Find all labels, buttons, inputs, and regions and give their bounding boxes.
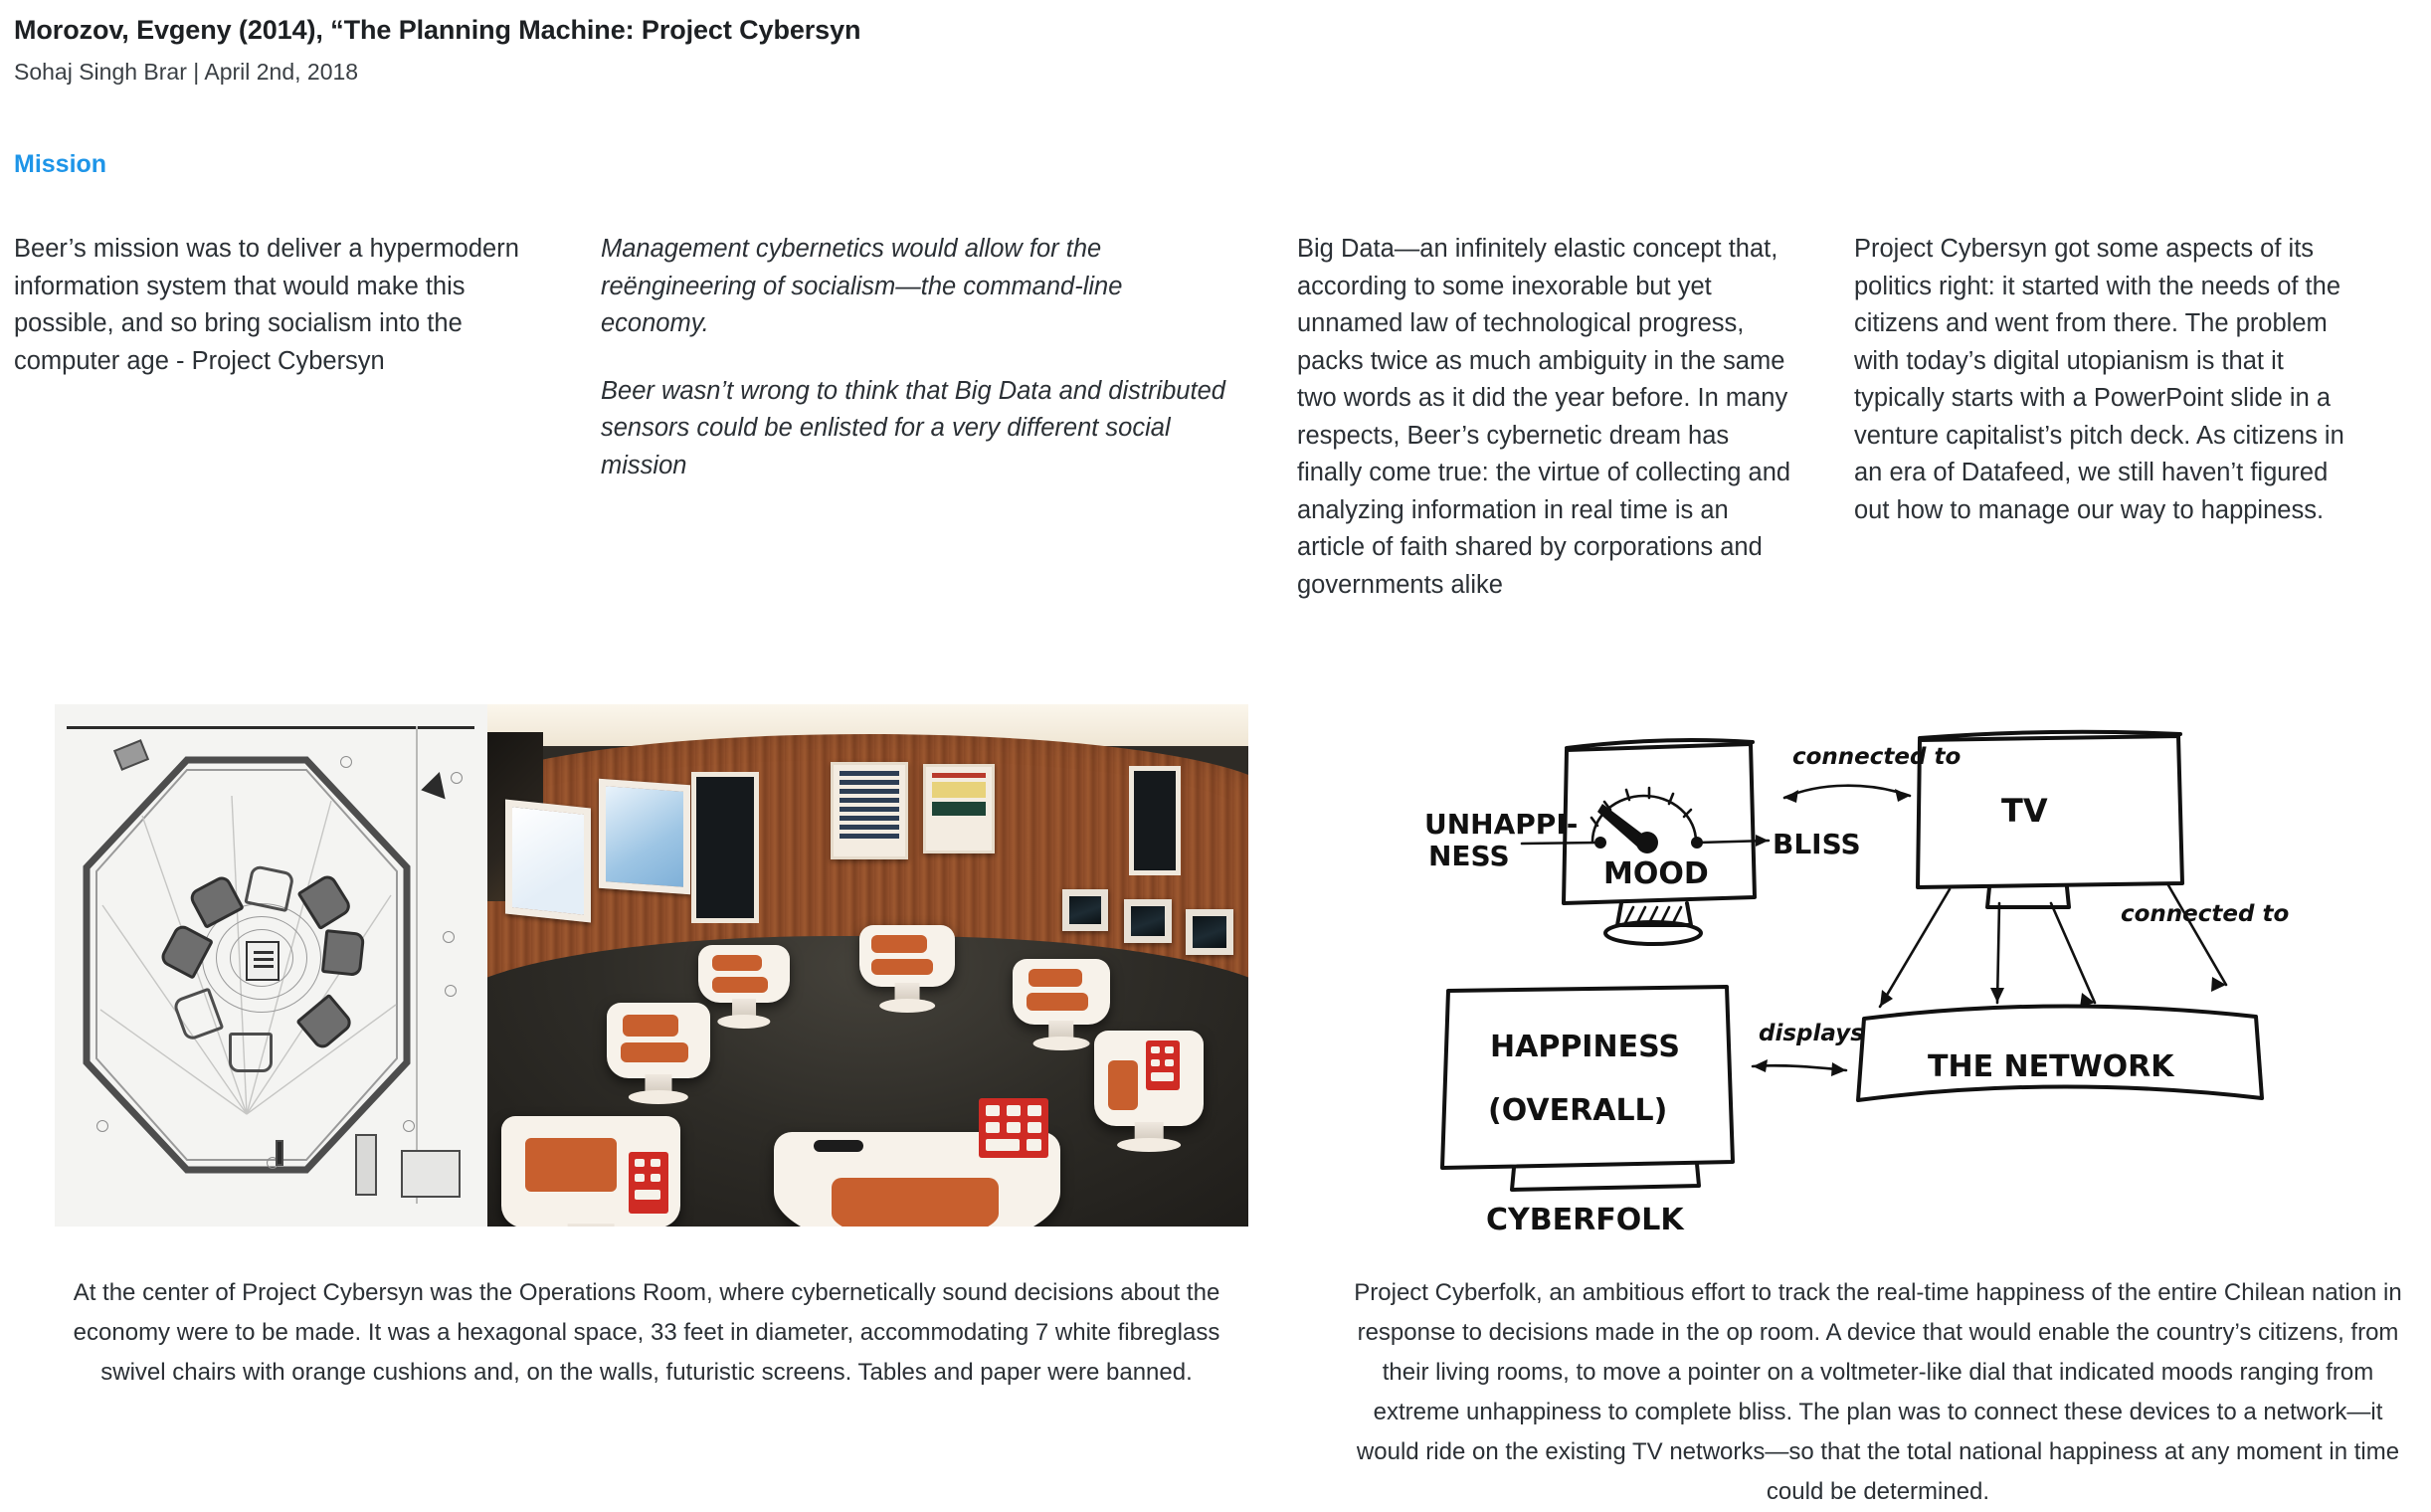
floorplan-room bbox=[401, 1150, 461, 1198]
floorplan-marker bbox=[340, 756, 352, 768]
connected-to-label-1: connected to bbox=[1792, 744, 1962, 770]
wall-screen bbox=[599, 779, 690, 894]
wall-screen bbox=[505, 799, 591, 922]
floorplan-marker bbox=[443, 931, 455, 943]
swivel-chair bbox=[607, 1003, 710, 1078]
swivel-chair-foreground bbox=[774, 1132, 1060, 1227]
floorplan-top-edge bbox=[67, 726, 474, 729]
swivel-chair bbox=[1094, 1031, 1204, 1126]
text-columns bbox=[14, 231, 2421, 604]
floorplan-camera-wedge bbox=[418, 772, 445, 804]
media-band bbox=[0, 696, 2431, 1237]
wall-data-panel bbox=[831, 762, 908, 859]
displays-arrow bbox=[1753, 1021, 1864, 1076]
connected-to-label-2: connected to bbox=[2121, 901, 2290, 927]
wall-data-panel bbox=[923, 764, 995, 853]
happiness-overall-label: (OVERALL) bbox=[1488, 1093, 1668, 1128]
text-column-4 bbox=[1854, 231, 2421, 604]
tv-to-network-arrows bbox=[1880, 885, 2289, 1008]
floorplan-chair bbox=[229, 1033, 273, 1072]
floorplan-entry bbox=[276, 1140, 283, 1166]
happiness-label: HAPPINESS bbox=[1490, 1030, 1680, 1064]
page-title: Morozov, Evgeny (2014), “The Planning Machine: Project Cybersyn bbox=[14, 15, 861, 45]
document-header bbox=[0, 0, 2431, 88]
section-heading-mission: Mission bbox=[14, 149, 107, 178]
figure-operations-room bbox=[55, 704, 1248, 1231]
figure-cyberfolk-diagram bbox=[1383, 686, 2377, 1243]
text-column-1 bbox=[14, 231, 601, 604]
caption-operations-room: At the center of Project Cybersyn was the Operations Room, where cybernetically sound decisions about the economy were to be made. It was a hexagonal space, 33 feet in diameter, accommodating 7 white fibreglass swivel chairs with orange cushions and, on the walls, futuristic screens. Tables and paper were banned. bbox=[73, 1279, 1220, 1386]
floorplan-marker bbox=[96, 1120, 108, 1132]
swivel-chair bbox=[1013, 959, 1110, 1025]
cyberfolk-diagram-svg bbox=[1383, 686, 2377, 1243]
paragraph: Beer’s mission was to deliver a hypermodern information system that would make this possible, and so bring socialism into the computer age - Project Cybersyn bbox=[14, 235, 519, 375]
the-network-banner bbox=[1858, 1006, 2262, 1100]
unhappiness-label-2: NESS bbox=[1428, 840, 1510, 872]
paragraph: Beer wasn’t wrong to think that Big Data and distributed sensors could be enlisted for a very different social mission bbox=[601, 376, 1225, 479]
wall-screen bbox=[1062, 889, 1108, 931]
unhappiness-label: UNHAPPI- bbox=[1424, 808, 1579, 841]
swivel-chair bbox=[501, 1116, 680, 1227]
text-column-3 bbox=[1297, 231, 1854, 604]
paragraph: Big Data—an infinitely elastic concept that, according to some inexorable but yet unnamed law of technological progress, packs twice as much ambiguity in the same two words as it did the year before. In many respects, Beer’s cybernetic dream has finally come true: the virtue of collecting and analyzing information in real time is an article of faith shared by corporations and governments alike bbox=[1297, 235, 1791, 599]
mood-label: MOOD bbox=[1603, 856, 1709, 891]
swivel-chair bbox=[859, 925, 955, 987]
displays-label: displays bbox=[1759, 1021, 1864, 1046]
caption-cyberfolk: Project Cyberfolk, an ambitious effort to track the real-time happiness of the entire Chilean nation in response to decisions made in the op room. A device that would enable the country’s citizens, from their living rooms, to move a pointer on a voltmeter-like dial that indicated moods ranging from extreme unhappiness to complete bliss. The plan was to connect these devices to a network—it would ride on the existing TV networks—so that the total national happiness at any moment in time could be determined. bbox=[1354, 1279, 2402, 1505]
connected-to-arrow-1 bbox=[1784, 744, 1961, 803]
wall-screen bbox=[1124, 899, 1172, 943]
chair-control-panel bbox=[979, 1098, 1048, 1158]
paragraph: Project Cybersyn got some aspects of its politics right: it started with the needs of the citizens and went from there. The problem with today’s digital utopianism is that it typically starts with a PowerPoint slide in a venture capitalist’s pitch deck. As citizens in an era of Datafeed, we still haven’t figured out how to manage our way to happiness. bbox=[1854, 235, 2344, 524]
floorplan-marker bbox=[445, 985, 457, 997]
text-column-2 bbox=[601, 231, 1297, 604]
wall-display-cabinet bbox=[691, 772, 759, 923]
tv-label: TV bbox=[2001, 792, 2048, 830]
happiness-box bbox=[1442, 987, 1733, 1237]
floorplan-marker bbox=[451, 772, 463, 784]
floorplan-sketch-image bbox=[55, 704, 487, 1227]
chair-control-panel bbox=[1146, 1040, 1180, 1090]
floorplan-right-edge bbox=[416, 726, 418, 1204]
operations-room-photo bbox=[487, 704, 1248, 1227]
network-label: THE NETWORK bbox=[1928, 1049, 2174, 1084]
byline: Sohaj Singh Brar | April 2nd, 2018 bbox=[14, 58, 359, 85]
floorplan-chair bbox=[321, 929, 365, 977]
wall-display-cabinet bbox=[1129, 766, 1181, 875]
wall-screen bbox=[1186, 909, 1233, 955]
floorplan-marker bbox=[403, 1120, 415, 1132]
bliss-label: BLISS bbox=[1773, 828, 1861, 860]
swivel-chair bbox=[698, 945, 790, 1003]
chair-control-panel bbox=[629, 1152, 668, 1214]
floorplan-column bbox=[355, 1134, 377, 1196]
paragraph: Management cybernetics would allow for the reëngineering of socialism—the command-line economy. bbox=[601, 235, 1123, 337]
cyberfolk-label: CYBERFOLK bbox=[1486, 1203, 1684, 1237]
